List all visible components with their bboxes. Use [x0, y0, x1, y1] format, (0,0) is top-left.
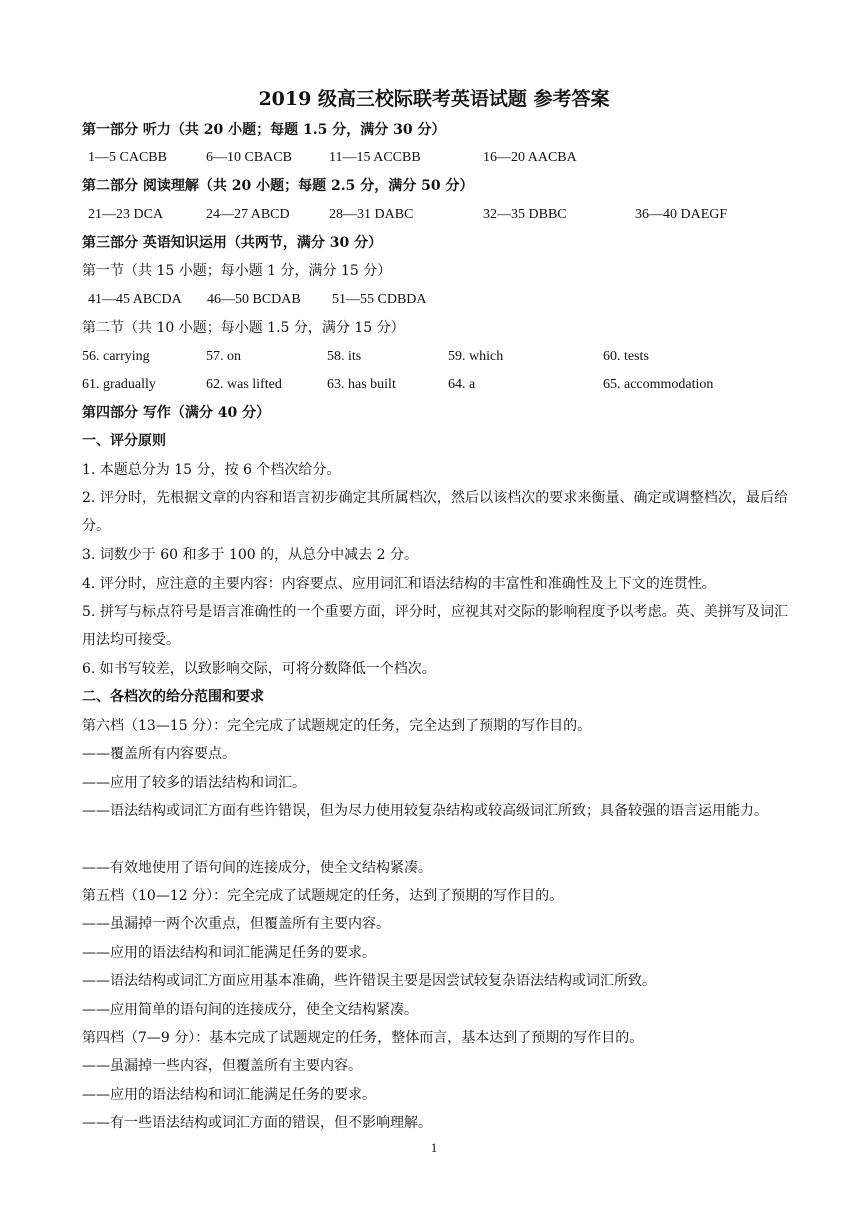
part3-section2-row2	[82, 375, 788, 395]
page-title: 2019 级高三校际联考英语试题 参考答案	[258, 88, 610, 110]
blank-answer: 58. its	[327, 349, 362, 364]
answer-group: 46—50 BCDAB	[207, 292, 301, 307]
part3-section2-row1	[82, 347, 788, 367]
principle-item: 4. 评分时，应注意的主要内容：内容要点、应用词汇和语法结构的丰富性和准确性及上下文的连贯性。	[82, 576, 716, 592]
principle-item: 2. 评分时，先根据文章的内容和语言初步确定其所属档次，然后以该档次的要求来衡量、确定或调整档次，最后给分。	[82, 490, 788, 534]
level5-item: ——应用简单的语句间的连接成分，使全文结构紧凑。	[82, 1002, 418, 1018]
level5-item: ——语法结构或词汇方面应用基本准确，些许错误主要是因尝试较复杂语法结构或词汇所致。	[82, 973, 656, 989]
blank-answer: 59. which	[448, 349, 504, 364]
part2-heading: 第二部分 阅读理解（共 20 小题；每题 2.5 分，满分 50 分）	[82, 178, 474, 194]
answer-group: 36—40 DAEGF	[635, 207, 728, 222]
level6-item: ——语法结构或词汇方面有些许错误，但为尽力使用较复杂结构或较高级词汇所致；具备较强的语言运用能力。	[82, 803, 768, 819]
blank-answer: 62. was lifted	[206, 377, 282, 392]
level6-item: ——覆盖所有内容要点。	[82, 746, 236, 762]
answer-group: 21—23 DCA	[88, 207, 164, 222]
answer-group: 51—55 CDBDA	[332, 292, 427, 307]
level4-item: ——应用的语法结构和词汇能满足任务的要求。	[82, 1087, 376, 1103]
principle-item: 1. 本题总分为 15 分，按 6 个档次给分。	[82, 462, 341, 478]
part1-heading: 第一部分 听力（共 20 小题；每题 1.5 分，满分 30 分）	[82, 122, 446, 138]
part3-section1-heading: 第一节（共 15 小题；每小题 1 分，满分 15 分）	[82, 263, 392, 279]
answer-group: 41—45 ABCDA	[88, 292, 182, 307]
answer-group: 24—27 ABCD	[206, 207, 290, 222]
level5-title: 第五档（10—12 分）：完全完成了试题规定的任务，达到了预期的写作目的。	[82, 888, 564, 904]
principle-item: 5. 拼写与标点符号是语言准确性的一个重要方面，评分时，应视其对交际的影响程度予以考虑。英、美拼写及词汇用法均可接受。	[82, 604, 788, 648]
answer-group: 6—10 CBACB	[206, 150, 292, 165]
part2-answers	[82, 205, 788, 225]
principle-item: 3. 词数少于 60 和多于 100 的，从总分中减去 2 分。	[82, 547, 418, 563]
blank-answer: 56. carrying	[82, 349, 150, 364]
level5-item: ——应用的语法结构和词汇能满足任务的要求。	[82, 945, 376, 961]
level4-item: ——虽漏掉一些内容，但覆盖所有主要内容。	[82, 1058, 362, 1074]
blank-answer: 61. gradually	[82, 377, 156, 392]
blank-answer: 63. has built	[327, 377, 396, 392]
answer-group: 11—15 ACCBB	[329, 150, 421, 165]
principles-heading: 一、评分原则	[82, 433, 166, 449]
part4-heading: 第四部分 写作（满分 40 分）	[82, 405, 271, 421]
answer-group: 16—20 AACBA	[483, 150, 577, 165]
page-number: 1	[430, 1140, 438, 1155]
part3-section2-heading: 第二节（共 10 小题；每小题 1.5 分，满分 15 分）	[82, 320, 405, 336]
level6-item: ——应用了较多的语法结构和词汇。	[82, 775, 306, 791]
levels-heading: 二、各档次的给分范围和要求	[82, 689, 264, 705]
level6-item: ——有效地使用了语句间的连接成分，使全文结构紧凑。	[82, 860, 432, 876]
principle-item: 6. 如书写较差，以致影响交际，可将分数降低一个档次。	[82, 661, 436, 677]
blank-answer: 65. accommodation	[603, 377, 714, 392]
level4-item: ——有一些语法结构或词汇方面的错误，但不影响理解。	[82, 1115, 432, 1131]
blank-answer: 64. a	[448, 377, 476, 392]
answer-group: 32—35 DBBC	[483, 207, 567, 222]
answer-group: 28—31 DABC	[329, 207, 414, 222]
answer-group: 1—5 CACBB	[88, 150, 167, 165]
level5-item: ——虽漏掉一两个次重点，但覆盖所有主要内容。	[82, 916, 390, 932]
blank-answer: 60. tests	[603, 349, 649, 364]
part3-heading: 第三部分 英语知识运用（共两节，满分 30 分）	[82, 235, 383, 251]
part3-section1-answers	[82, 290, 788, 310]
level4-title: 第四档（7—9 分）：基本完成了试题规定的任务，整体而言，基本达到了预期的写作目的。	[82, 1030, 644, 1046]
part1-answers	[82, 148, 788, 168]
level6-title: 第六档（13—15 分）：完全完成了试题规定的任务，完全达到了预期的写作目的。	[82, 718, 592, 734]
blank-answer: 57. on	[206, 349, 241, 364]
